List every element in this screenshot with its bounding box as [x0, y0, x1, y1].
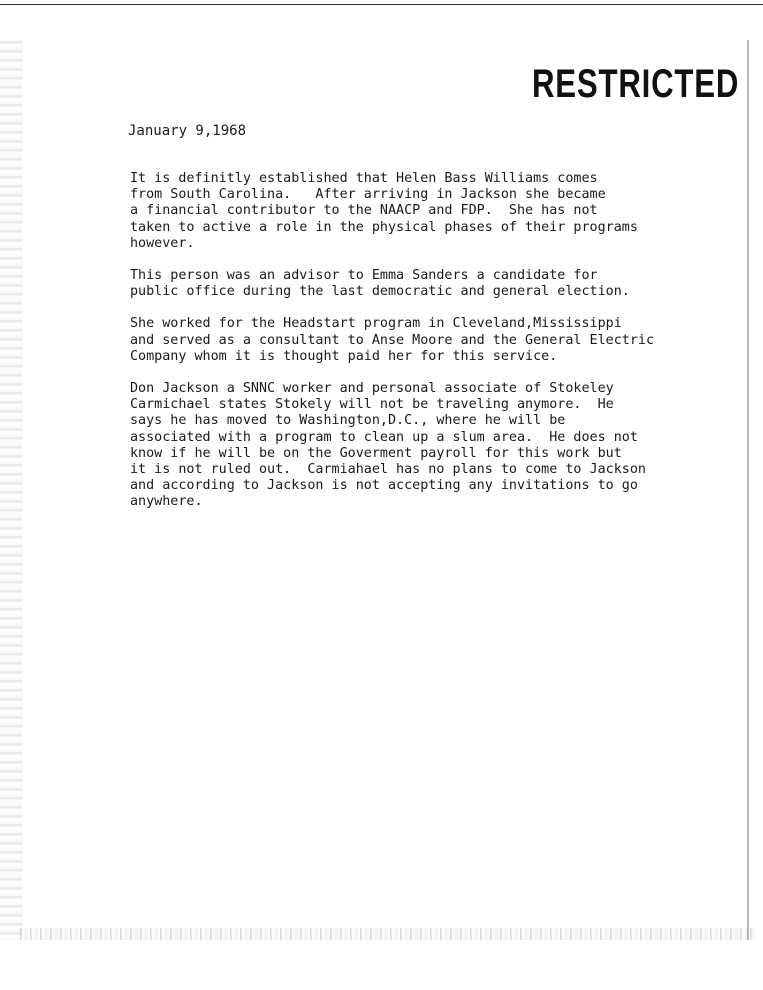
text-line: Carmichael states Stokely will not be traveling anymore. He: [130, 397, 614, 413]
paragraph: [130, 171, 710, 252]
restricted-stamp: RESTRICTED: [532, 62, 740, 106]
document-body: [130, 171, 710, 527]
text-line: associated with a program to clean up a slum area. He does not: [130, 429, 638, 445]
scan-edge-left: [0, 40, 22, 940]
paragraph: [130, 381, 710, 511]
text-line: says he has moved to Washington,D.C., where he will be: [130, 413, 566, 429]
text-line: public office during the last democratic and general election.: [130, 284, 630, 300]
scan-edge-right: [747, 40, 749, 940]
paragraph: [130, 316, 710, 365]
text-line: a financial contributor to the NAACP and FDP. She has not: [130, 203, 598, 219]
text-line: Don Jackson a SNNC worker and personal associate of Stokeley: [130, 381, 614, 397]
document-date: January 9,1968: [128, 123, 247, 139]
paragraph: [130, 268, 710, 300]
text-line: and according to Jackson is not accepting any invitations to go: [130, 478, 638, 494]
text-line: Company whom it is thought paid her for this service.: [130, 348, 558, 364]
text-line: it is not ruled out. Carmiahael has no plans to come to Jackson: [130, 462, 646, 478]
text-line: from South Carolina. After arriving in Jackson she became: [130, 187, 606, 203]
text-line: She worked for the Headstart program in Cleveland,Mississippi: [130, 316, 622, 332]
top-rule: [0, 0, 763, 5]
text-line: know if he will be on the Goverment payroll for this work but: [130, 445, 622, 461]
text-line: and served as a consultant to Anse Moore and the General Electric: [130, 332, 655, 348]
text-line: taken to active a role in the physical phases of their programs: [130, 219, 638, 235]
text-line: anywhere.: [130, 494, 203, 510]
text-line: It is definitly established that Helen Bass Williams comes: [130, 171, 598, 186]
scan-edge-bottom: [20, 928, 755, 940]
text-line: This person was an advisor to Emma Sanders a candidate for: [130, 268, 598, 284]
text-line: however.: [130, 235, 195, 251]
